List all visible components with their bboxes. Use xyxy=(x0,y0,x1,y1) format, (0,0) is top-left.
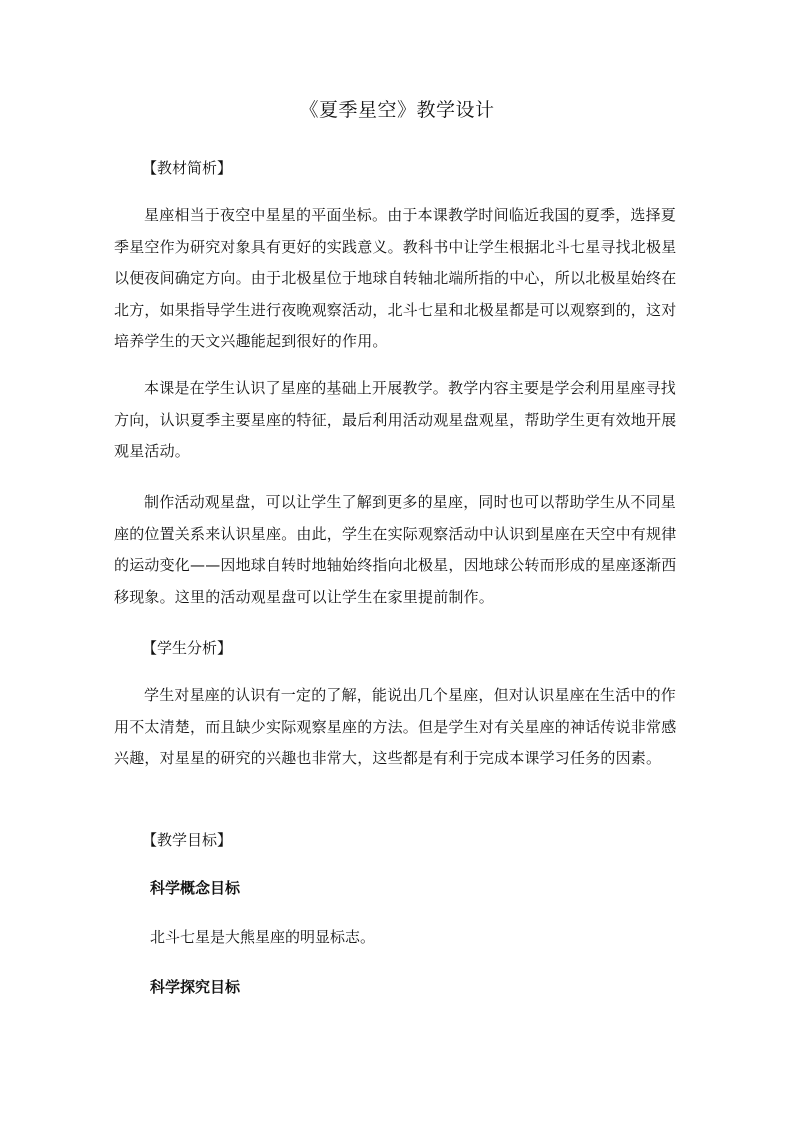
paragraph-student-1: 学生对星座的认识有一定的了解，能说出几个星座，但对认识星座在生活中的作用不太清楚，而且缺少实际观察星座的方法。但是学生对有关星座的神话传说非常感兴趣，对星星的研究的兴趣也非常大，这些都是有利于完成本课学习任务的因素。 xyxy=(114,686,677,767)
section-heading-material: 【教材简析】 xyxy=(142,159,233,177)
section-heading-student: 【学生分析】 xyxy=(142,639,233,657)
paragraph-concept-goal: 北斗七星是大熊星座的明显标志。 xyxy=(150,928,376,946)
document-title: 《夏季星空》教学设计 xyxy=(299,99,495,121)
subheading-concept-goal: 科学概念目标 xyxy=(150,879,241,897)
paragraph-material-2: 本课是在学生认识了星座的基础上开展教学。教学内容主要是学会利用星座寻找方向，认识夏季主要星座的特征，最后利用活动观星盘观星，帮助学生更有效地开展观星活动。 xyxy=(114,379,677,460)
paragraph-material-1: 星座相当于夜空中星星的平面坐标。由于本课教学时间临近我国的夏季，选择夏季星空作为研究对象具有更好的实践意义。教科书中让学生根据北斗七星寻找北极星以便夜间确定方向。由于北极星位于地球自转轴北端所指的中心，所以北极星始终在北方，如果指导学生进行夜晚观察活动，北斗七星和北极星都是可以观察到的，这对培养学生的天文兴趣能起到很好的作用。 xyxy=(114,206,677,350)
subheading-inquiry-goal: 科学探究目标 xyxy=(150,978,241,996)
paragraph-material-3: 制作活动观星盘，可以让学生了解到更多的星座，同时也可以帮助学生从不同星座的位置关系来认识星座。由此，学生在实际观察活动中认识到星座在天空中有规律的运动变化——因地球自转时地轴始终指向北极星，因地球公转而形成的星座逐渐西移现象。这里的活动观星盘可以让学生在家里提前制作。 xyxy=(114,493,677,606)
section-heading-goals: 【教学目标】 xyxy=(142,831,233,849)
